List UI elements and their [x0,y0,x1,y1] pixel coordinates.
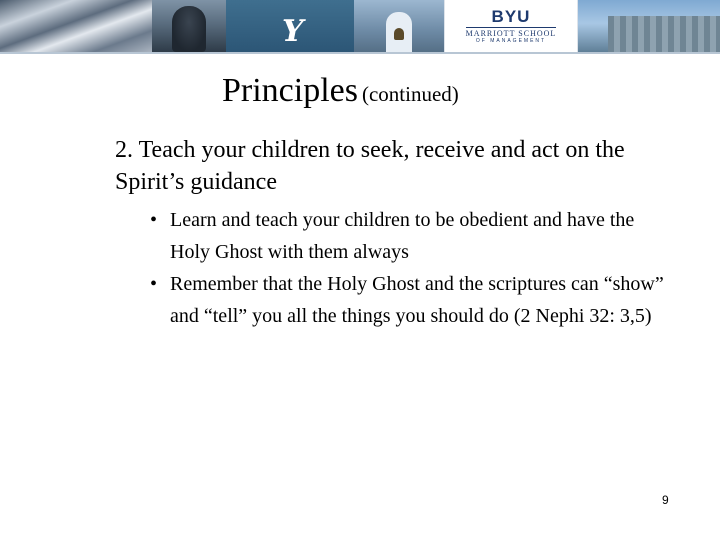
bullet-item [150,268,670,332]
statue-image [172,6,206,52]
logo-main: BYU [491,7,531,26]
page-number: 9 [662,493,669,507]
bullet-text: Remember that the Holy Ghost and the scriptures can “show” and “tell” you all the things you should do (2 Nephi 32: 3,5) [170,273,664,327]
banner-photo-building [578,0,720,52]
logo-sub: MARRIOTT SCHOOL [465,29,557,38]
bullet-item [150,204,670,268]
bell-tower-image [386,12,412,52]
y-logo-image: Y [282,14,304,49]
header-divider [0,52,720,54]
header-banner [0,0,720,52]
banner-photo-bell-tower [354,0,444,52]
bullet-dot: • [150,209,158,231]
title-main: Principles [222,72,358,109]
logo-sub2: OF MANAGEMENT [475,38,547,44]
title-sub: (continued) [361,82,459,106]
main-point: 2. Teach your children to seek, receive and act on the Spirit’s guidance [115,137,625,195]
slide-title [222,72,459,110]
building-image [608,16,720,52]
banner-photo-metal [0,0,152,52]
banner-photo-y-mountain [226,0,354,52]
bullet-dot: • [150,273,158,295]
bullet-list [150,204,670,332]
bullet-text: Learn and teach your children to be obedient and have the Holy Ghost with them always [170,209,635,263]
banner-photo-statue [152,0,226,52]
byu-marriott-logo [444,0,578,52]
